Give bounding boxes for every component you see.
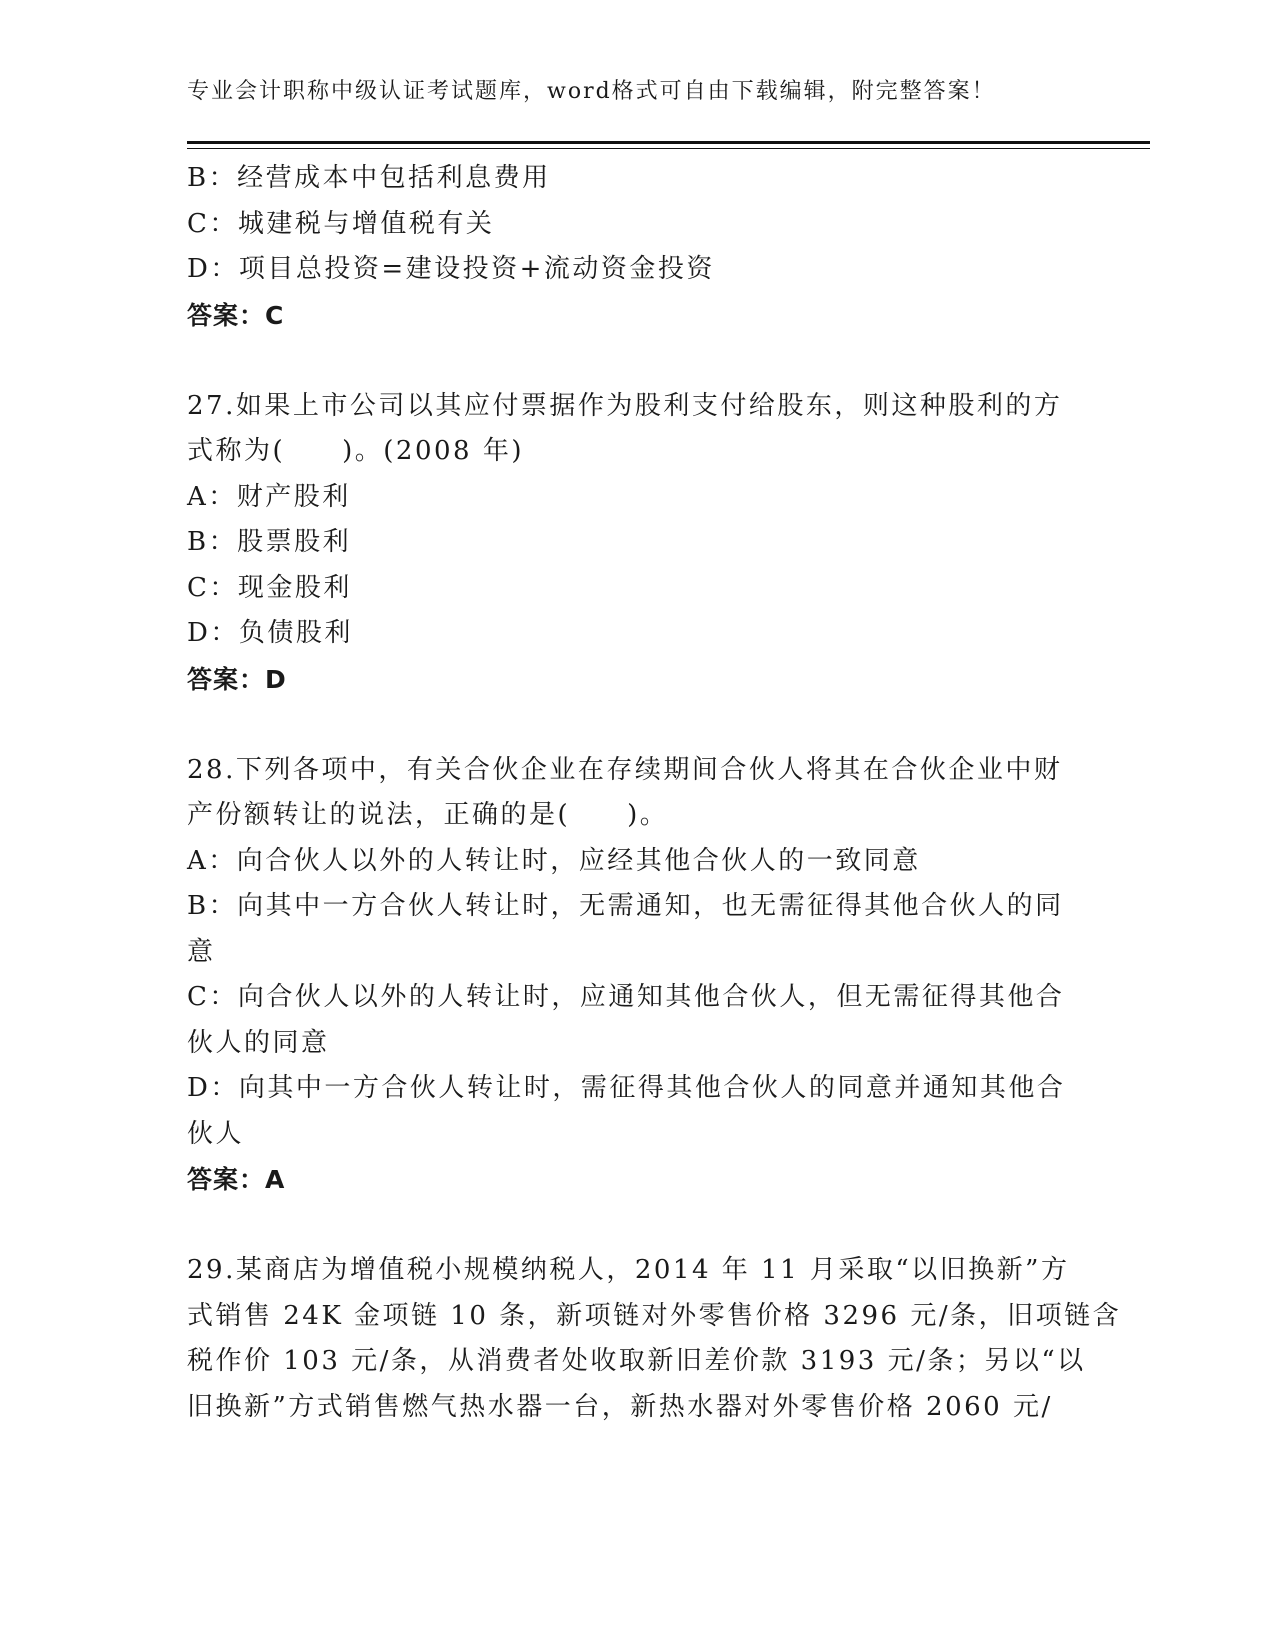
header-rule-thick <box>187 141 1150 144</box>
answer-line: 答案：A <box>187 1165 286 1194</box>
paragraph-gap <box>187 338 1077 384</box>
text-line: 式称为( )。(2008 年) <box>187 436 525 466</box>
page-header: 专业会计职称中级认证考试题库，word格式可自由下载编辑，附完整答案！ <box>187 79 996 104</box>
text-line: C：城建税与增值税有关 <box>187 208 495 239</box>
text-line: B：经营成本中包括利息费用 <box>187 163 551 193</box>
text-line: 产份额转让的说法，正确的是( )。 <box>187 800 669 830</box>
text-line: 伙人 <box>187 1118 245 1149</box>
text-line: 29.某商店为增值税小规模纳税人，2014 年 11 月采取“以旧换新”方 <box>187 1255 1070 1285</box>
header-rule-thin <box>187 148 1150 149</box>
text-line: D：项目总投资=建设投资+流动资金投资 <box>187 254 715 284</box>
text-line: 意 <box>187 936 216 967</box>
paragraph-gap <box>187 1203 1077 1249</box>
paragraph-gap <box>187 702 1077 748</box>
text-line: 税作价 103 元/条，从消费者处收取新旧差价款 3193 元/条；另以“以 <box>187 1346 1086 1376</box>
text-line: 伙人的同意 <box>187 1027 330 1058</box>
text-line: 28.下列各项中，有关合伙企业在存续期间合伙人将其在合伙企业中财 <box>187 754 1063 785</box>
text-line: D：向其中一方合伙人转让时，需征得其他合伙人的同意并通知其他合 <box>187 1073 1066 1103</box>
text-line: B：股票股利 <box>187 527 352 557</box>
text-line: 27.如果上市公司以其应付票据作为股利支付给股东，则这种股利的方 <box>187 390 1063 421</box>
text-line: A：向合伙人以外的人转让时，应经其他合伙人的一致同意 <box>187 845 921 876</box>
text-line: B：向其中一方合伙人转让时，无需通知，也无需征得其他合伙人的同 <box>187 891 1064 921</box>
document-body <box>187 156 1122 1430</box>
answer-line: 答案：D <box>187 664 287 694</box>
text-line: 旧换新”方式销售燃气热水器一台，新热水器对外零售价格 2060 元/ <box>187 1391 1053 1422</box>
text-line: D：负债股利 <box>187 618 353 648</box>
answer-line: 答案：C <box>187 300 285 330</box>
text-line: 式销售 24K 金项链 10 条，新项链对外零售价格 3296 元/条，旧项链含 <box>187 1300 1122 1331</box>
text-line: C：向合伙人以外的人转让时，应通知其他合伙人，但无需征得其他合 <box>187 982 1065 1012</box>
text-line: C：现金股利 <box>187 572 352 603</box>
text-line: A：财产股利 <box>187 481 351 512</box>
